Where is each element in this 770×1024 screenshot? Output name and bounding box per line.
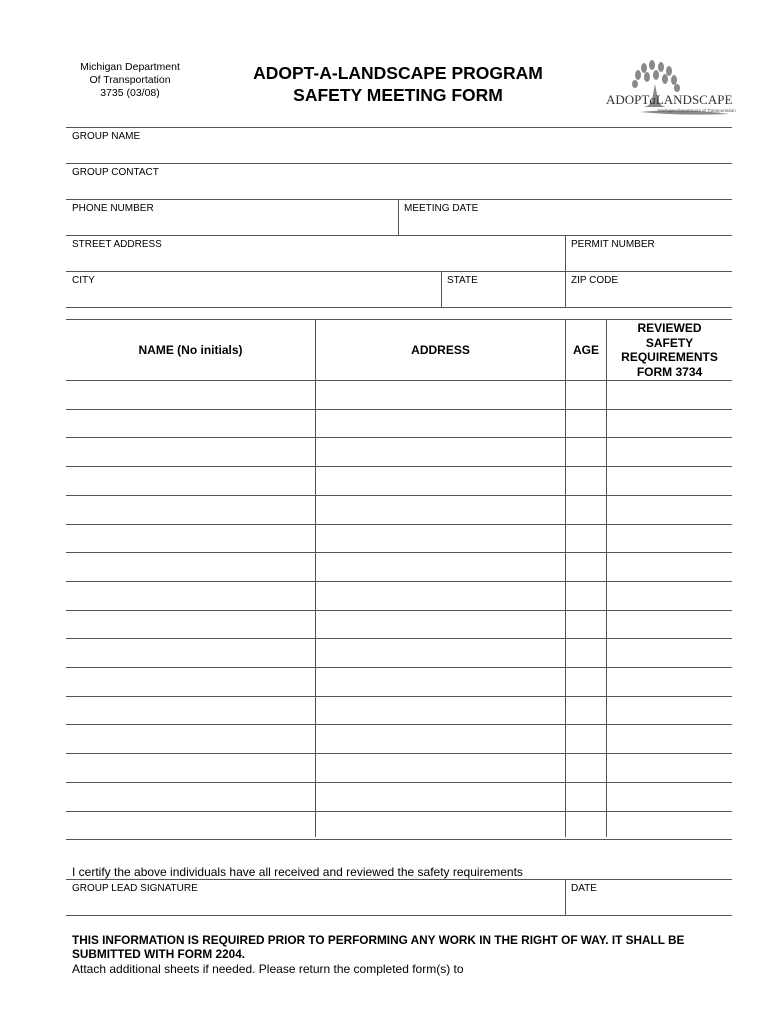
zip-code-label: ZIP CODE [571, 275, 619, 286]
zip-code-field[interactable] [566, 272, 732, 306]
table-cell-reviewed[interactable] [607, 410, 732, 438]
table-cell-age[interactable] [566, 438, 606, 466]
state-label: STATE [447, 275, 478, 286]
table-cell-address[interactable] [316, 725, 565, 753]
table-cell-address[interactable] [316, 668, 565, 696]
table-cell-age[interactable] [566, 467, 606, 495]
group-name-label: GROUP NAME [72, 131, 141, 142]
table-cell-name[interactable] [66, 553, 315, 581]
table-cell-reviewed[interactable] [607, 582, 732, 610]
form-number: 3735 (03/08) [100, 87, 160, 99]
table-cell-address[interactable] [316, 381, 565, 409]
logo-text-adopt: ADOPT [606, 92, 650, 107]
table-row [66, 410, 732, 438]
table-cell-address[interactable] [316, 553, 565, 581]
reviewed-header-line2: SAFETY [645, 335, 694, 350]
table-cell-name[interactable] [66, 697, 315, 725]
table-cell-age[interactable] [566, 725, 606, 753]
table-row [66, 725, 732, 753]
table-top-rule [66, 319, 732, 320]
table-cell-reviewed[interactable] [607, 525, 732, 553]
table-cell-age[interactable] [566, 525, 606, 553]
table-row [66, 611, 732, 639]
table-cell-address[interactable] [316, 582, 565, 610]
table-row [66, 697, 732, 725]
table-row [66, 582, 732, 610]
table-cell-address[interactable] [316, 410, 565, 438]
table-cell-name[interactable] [66, 496, 315, 524]
table-cell-reviewed[interactable] [607, 754, 732, 782]
table-cell-address[interactable] [316, 438, 565, 466]
table-cell-address[interactable] [316, 611, 565, 639]
table-cell-address[interactable] [316, 525, 565, 553]
street-address-field[interactable] [66, 236, 564, 270]
street-address-label: STREET ADDRESS [72, 239, 162, 250]
reviewed-column-header [607, 321, 732, 379]
table-cell-name[interactable] [66, 525, 315, 553]
table-row [66, 639, 732, 667]
table-cell-name[interactable] [66, 812, 315, 840]
signature-date-field[interactable] [566, 880, 732, 914]
table-cell-age[interactable] [566, 754, 606, 782]
table-cell-reviewed[interactable] [607, 783, 732, 811]
table-cell-reviewed[interactable] [607, 438, 732, 466]
reviewed-header-line1: REVIEWED [637, 321, 702, 335]
table-cell-reviewed[interactable] [607, 611, 732, 639]
age-column-header: AGE [572, 343, 599, 357]
table-cell-age[interactable] [566, 611, 606, 639]
table-cell-name[interactable] [66, 582, 315, 610]
group-contact-field[interactable] [66, 164, 732, 198]
city-field[interactable] [66, 272, 440, 306]
phone-number-label: PHONE NUMBER [72, 203, 154, 214]
meeting-date-field[interactable] [399, 200, 732, 234]
certification-bottom-rule [66, 915, 732, 916]
table-cell-address[interactable] [316, 639, 565, 667]
table-cell-age[interactable] [566, 553, 606, 581]
field-rule [66, 307, 732, 308]
agency-block [60, 61, 200, 100]
program-title: ADOPT-A-LANDSCAPE PROGRAM [253, 63, 543, 83]
table-cell-age[interactable] [566, 582, 606, 610]
table-cell-name[interactable] [66, 668, 315, 696]
address-column-header: ADDRESS [411, 343, 470, 357]
logo-text-landscape: LANDSCAPE [655, 92, 733, 107]
table-cell-name[interactable] [66, 783, 315, 811]
table-row-rule [66, 839, 732, 840]
table-cell-age[interactable] [566, 381, 606, 409]
reviewed-header-line4: FORM 3734 [636, 364, 703, 379]
table-cell-reviewed[interactable] [607, 467, 732, 495]
table-cell-age[interactable] [566, 812, 606, 840]
table-cell-name[interactable] [66, 410, 315, 438]
table-row [66, 812, 732, 840]
phone-number-field[interactable] [66, 200, 398, 234]
table-cell-age[interactable] [566, 410, 606, 438]
table-cell-name[interactable] [66, 381, 315, 409]
table-row [66, 496, 732, 524]
table-cell-reviewed[interactable] [607, 496, 732, 524]
table-row [66, 754, 732, 782]
table-row [66, 381, 732, 409]
permit-number-label: PERMIT NUMBER [571, 239, 655, 250]
required-notice: THIS INFORMATION IS REQUIRED PRIOR TO PERFORMING ANY WORK IN THE RIGHT OF WAY. IT SHALL BE SUBMITTED WITH FORM 2204. [72, 933, 685, 961]
state-field[interactable] [442, 272, 564, 306]
table-cell-age[interactable] [566, 697, 606, 725]
table-cell-name[interactable] [66, 639, 315, 667]
name-column-header: NAME (No initials) [138, 343, 243, 357]
table-cell-name[interactable] [66, 467, 315, 495]
table-cell-name[interactable] [66, 611, 315, 639]
form-title: SAFETY MEETING FORM [293, 85, 503, 105]
table-cell-address[interactable] [316, 697, 565, 725]
table-cell-name[interactable] [66, 754, 315, 782]
table-cell-address[interactable] [316, 496, 565, 524]
adopt-a-landscape-logo [600, 60, 735, 122]
table-cell-address[interactable] [316, 783, 565, 811]
table-cell-address[interactable] [316, 754, 565, 782]
group-lead-signature-label: GROUP LEAD SIGNATURE [72, 883, 198, 894]
certification-statement: I certify the above individuals have all received and reviewed the safety requirements [72, 865, 523, 879]
city-label: CITY [72, 275, 95, 286]
table-cell-age[interactable] [566, 639, 606, 667]
agency-name-line1: Michigan Department [80, 61, 180, 73]
group-name-field[interactable] [66, 128, 732, 162]
table-cell-reviewed[interactable] [607, 381, 732, 409]
meeting-date-label: MEETING DATE [404, 203, 479, 214]
reviewed-header-line3: REQUIREMENTS [621, 350, 718, 364]
logo-wordmark [606, 92, 732, 108]
page-title [228, 62, 568, 106]
table-cell-reviewed[interactable] [607, 553, 732, 581]
table-cell-address[interactable] [316, 467, 565, 495]
logo-subtext: Michigan Department of Transportation [658, 108, 736, 113]
table-row [66, 525, 732, 553]
table-row [66, 553, 732, 581]
table-cell-reviewed[interactable] [607, 668, 732, 696]
table-cell-age[interactable] [566, 668, 606, 696]
table-row [66, 438, 732, 466]
table-row [66, 467, 732, 495]
agency-name-line2: Of Transportation [89, 74, 171, 86]
table-row [66, 668, 732, 696]
table-cell-name[interactable] [66, 725, 315, 753]
table-cell-name[interactable] [66, 438, 315, 466]
attach-instructions: Attach additional sheets if needed. Please return the completed form(s) to [72, 962, 464, 976]
group-lead-signature-field[interactable] [66, 880, 564, 914]
table-cell-reviewed[interactable] [607, 639, 732, 667]
group-contact-label: GROUP CONTACT [72, 167, 159, 178]
logo-text-a: a [649, 92, 656, 107]
permit-number-field[interactable] [566, 236, 732, 270]
table-row [66, 783, 732, 811]
table-cell-age[interactable] [566, 783, 606, 811]
signature-date-label: DATE [571, 883, 597, 894]
table-cell-age[interactable] [566, 496, 606, 524]
table-cell-reviewed[interactable] [607, 812, 732, 840]
table-cell-reviewed[interactable] [607, 725, 732, 753]
table-cell-address[interactable] [316, 812, 565, 840]
table-cell-reviewed[interactable] [607, 697, 732, 725]
